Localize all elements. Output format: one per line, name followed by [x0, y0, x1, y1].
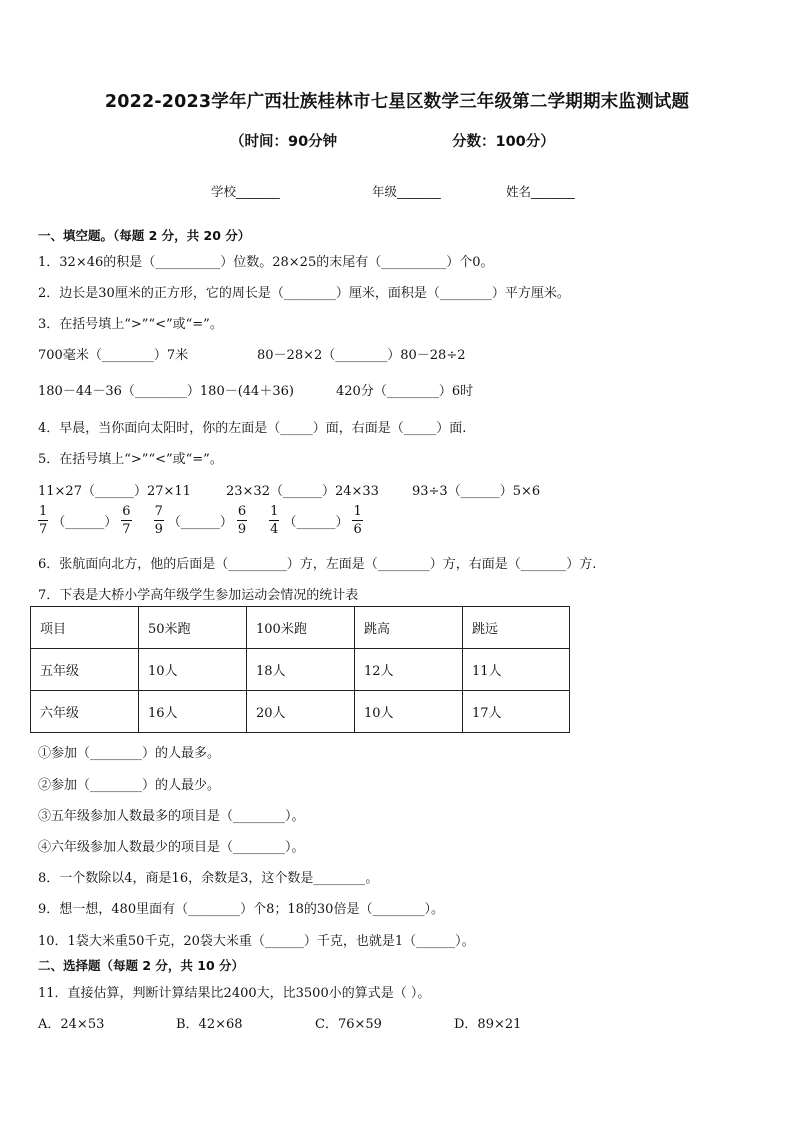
table-header-cell: 跳高: [355, 607, 463, 649]
exam-time: （时间：90分钟: [230, 134, 338, 150]
name-field: 姓名_______: [506, 184, 575, 199]
option-d: D．89×21: [454, 1017, 522, 1032]
table-header-cell: 50米跑: [139, 607, 247, 649]
table-header-cell: 项目: [31, 607, 139, 649]
table-cell: 11人: [463, 649, 570, 691]
fraction: $\frac{1}{7}$: [39, 504, 48, 537]
fraction: $\frac{1}{4}$: [270, 504, 279, 537]
fraction: $\frac{7}{9}$: [154, 504, 163, 537]
section-1-heading: 一、填空题。（每题 2 分，共 20 分）: [38, 228, 251, 243]
exam-score: 分数：100分）: [452, 134, 555, 150]
table-cell: 20人: [247, 691, 355, 733]
sports-stats-table: [30, 606, 570, 733]
table-cell: 16人: [139, 691, 247, 733]
section-2-heading: 二、选择题（每题 2 分，共 10 分）: [38, 958, 245, 973]
fraction: $\frac{6}{9}$: [237, 504, 247, 537]
question-7-part-4: ④六年级参加人数最少的项目是（________）。: [38, 840, 305, 855]
table-header-row: [31, 607, 570, 649]
table-cell: 五年级: [31, 649, 139, 691]
table-row: [31, 649, 570, 691]
question-10: 10．1袋大米重50千克，20袋大米重（______）千克，也就是1（______）。: [38, 934, 475, 949]
question-3d: 420分（________）6时: [336, 384, 474, 399]
table-cell: 六年级: [31, 691, 139, 733]
table-row: [31, 691, 570, 733]
question-7-part-3: ③五年级参加人数最多的项目是（________）。: [38, 809, 305, 824]
question-7-part-2: ②参加（________）的人最少。: [38, 778, 221, 793]
question-3c: 180－44－36（________）180－(44＋36): [38, 384, 294, 399]
table-cell: 10人: [355, 691, 463, 733]
question-7: 7．下表是大桥小学高年级学生参加运动会情况的统计表: [38, 588, 359, 603]
question-9: 9．想一想，480里面有（________）个8；18的30倍是（________）。: [38, 902, 444, 917]
table-cell: 17人: [463, 691, 570, 733]
answer-blank: （______）: [52, 515, 118, 530]
question-3: 3．在括号填上“>”“<”或“=”。: [38, 317, 223, 332]
table-header-cell: 100米跑: [247, 607, 355, 649]
fraction: $\frac{1}{6}$: [353, 504, 362, 537]
question-2: 2．边长是30厘米的正方形，它的周长是（________）厘米，面积是（________）平方厘米。: [38, 286, 570, 301]
table-cell: 18人: [247, 649, 355, 691]
question-7-part-1: ①参加（________）的人最多。: [38, 746, 221, 761]
table-cell: 12人: [355, 649, 463, 691]
school-field: 学校_______: [211, 184, 280, 199]
option-c: C．76×59: [315, 1017, 382, 1032]
question-5b: 23×32（______）24×33: [226, 484, 379, 499]
question-11: 11．直接估算，判断计算结果比2400大，比3500小的算式是（ ）。: [38, 986, 431, 1001]
question-8: 8．一个数除以4，商是16，余数是3，这个数是________。: [38, 871, 379, 886]
answer-blank: （______）: [167, 515, 233, 530]
question-3a: 700毫米（________）7米: [38, 348, 189, 363]
fraction: $\frac{6}{7}$: [122, 504, 131, 537]
page-title: 2022-2023学年广西壮族桂林市七星区数学三年级第二学期期末监测试题: [104, 92, 690, 112]
grade-field: 年级_______: [372, 184, 441, 199]
question-5: 5．在括号填上“>”“<”或“=”。: [38, 452, 223, 467]
answer-blank: （______）: [283, 515, 349, 530]
table-header-cell: 跳远: [463, 607, 570, 649]
question-3b: 80－28×2（________）80－28÷2: [257, 348, 466, 363]
table-cell: 10人: [139, 649, 247, 691]
option-a: A．24×53: [38, 1017, 105, 1032]
question-5a: 11×27（______）27×11: [38, 484, 191, 499]
question-1: 1．32×46的积是（__________）位数。28×25的末尾有（__________）个0。: [38, 255, 494, 270]
option-b: B．42×68: [176, 1017, 243, 1032]
question-4: 4．早晨，当你面向太阳时，你的左面是（_____）面，右面是（_____）面.: [38, 421, 467, 436]
question-6: 6．张航面向北方，他的后面是（_________）方，左面是（________）方，右面是（_______）方.: [38, 557, 597, 572]
question-5c: 93÷3（______）5×6: [412, 484, 541, 499]
question-5-fraction-row: [38, 503, 363, 538]
